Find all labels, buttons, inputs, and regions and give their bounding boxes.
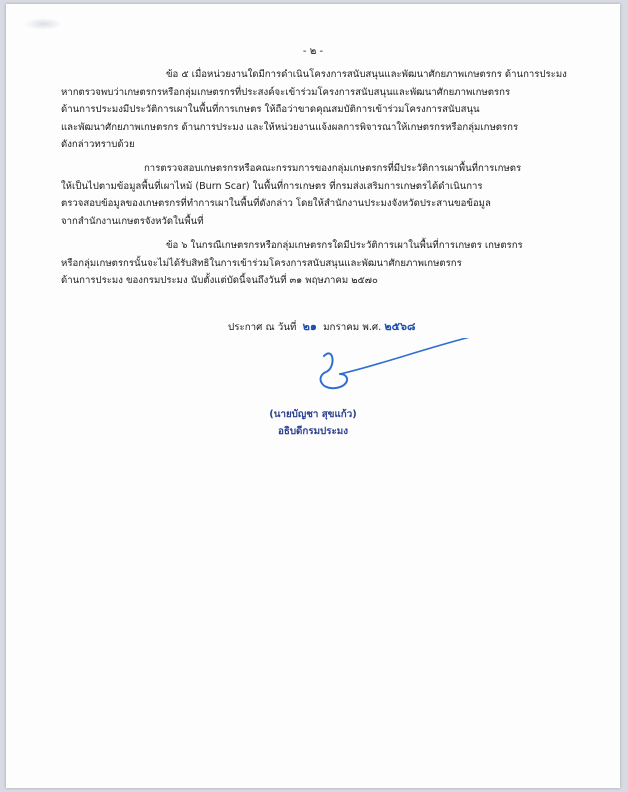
announcement-date (228, 317, 415, 335)
text-line: ดังกล่าวทราบด้วย (61, 139, 135, 150)
text-line: การตรวจสอบเกษตรกรหรือคณะกรรมการของกลุ่มเกษตรกรที่มีประวัติการเผาพื้นที่การเกษตร (144, 163, 522, 174)
handwritten-year: ๒๕๖๘ (384, 320, 416, 333)
text-line: ตรวจสอบข้อมูลของเกษตรกรที่ทำการเผาในพื้นที่ดังกล่าว โดยให้สำนักงานประมงจังหวัดประสานขอข้อมูล (61, 198, 491, 209)
text-line: หรือกลุ่มเกษตรกรนั้นจะไม่ได้รับสิทธิในการเข้าร่วมโครงการสนับสนุนและพัฒนาศักยภาพเกษตรกร (61, 257, 462, 269)
signer-title: อธิบดีกรมประมง (277, 426, 349, 437)
paragraph-inspection (61, 160, 561, 230)
handwritten-signature (306, 338, 476, 398)
scan-smudge (24, 18, 62, 30)
text-line: และพัฒนาศักยภาพเกษตรกร ด้านการประมง และให้หน่วยงานแจ้งผลการพิจารณาให้เกษตรกรหรือกลุ่มเกษตรกร (61, 121, 519, 133)
handwritten-day: ๒๑ (302, 320, 317, 333)
date-month: มกราคม พ.ศ. (323, 322, 382, 333)
text-line: ให้เป็นไปตามข้อมูลพื้นที่เผาไหม้ (Burn Scar) ในพื้นที่การเกษตร ที่กรมส่งเสริมการเกษตรได้ดำเนินการ (61, 180, 483, 192)
text-line: ข้อ ๕ เมื่อหน่วยงานใดมีการดำเนินโครงการสนับสนุนและพัฒนาศักยภาพเกษตรกร ด้านการประมง (166, 69, 567, 80)
document-page (6, 4, 620, 788)
text-line: ข้อ ๖ ในกรณีเกษตรกรหรือกลุ่มเกษตรกรใดมีประวัติการเผาในพื้นที่การเกษตร เกษตรกร (166, 240, 523, 251)
paragraph-clause-5 (61, 66, 567, 154)
signer-name: (นายบัญชา สุขแก้ว) (269, 409, 357, 420)
text-line: ด้านการประมง ของกรมประมง นับตั้งแต่บัดนี้จนถึงวันที่ ๓๑ พฤษภาคม ๒๕๗๐ (61, 275, 378, 286)
text-line: หากตรวจพบว่าเกษตรกรหรือกลุ่มเกษตรกรที่ประสงค์จะเข้าร่วมโครงการสนับสนุนและพัฒนาศักยภาพเกษตรกร (61, 86, 511, 98)
page-number: - ๒ - (302, 46, 324, 57)
date-prefix: ประกาศ ณ วันที่ (228, 322, 297, 333)
paragraph-clause-6 (61, 237, 561, 290)
text-line: จากสำนักงานเกษตรจังหวัดในพื้นที่ (61, 215, 204, 227)
text-line: ด้านการประมงมีประวัติการเผาในพื้นที่การเกษตร ให้ถือว่าขาดคุณสมบัติการเข้าร่วมโครงการสนับสนุน (61, 104, 480, 115)
